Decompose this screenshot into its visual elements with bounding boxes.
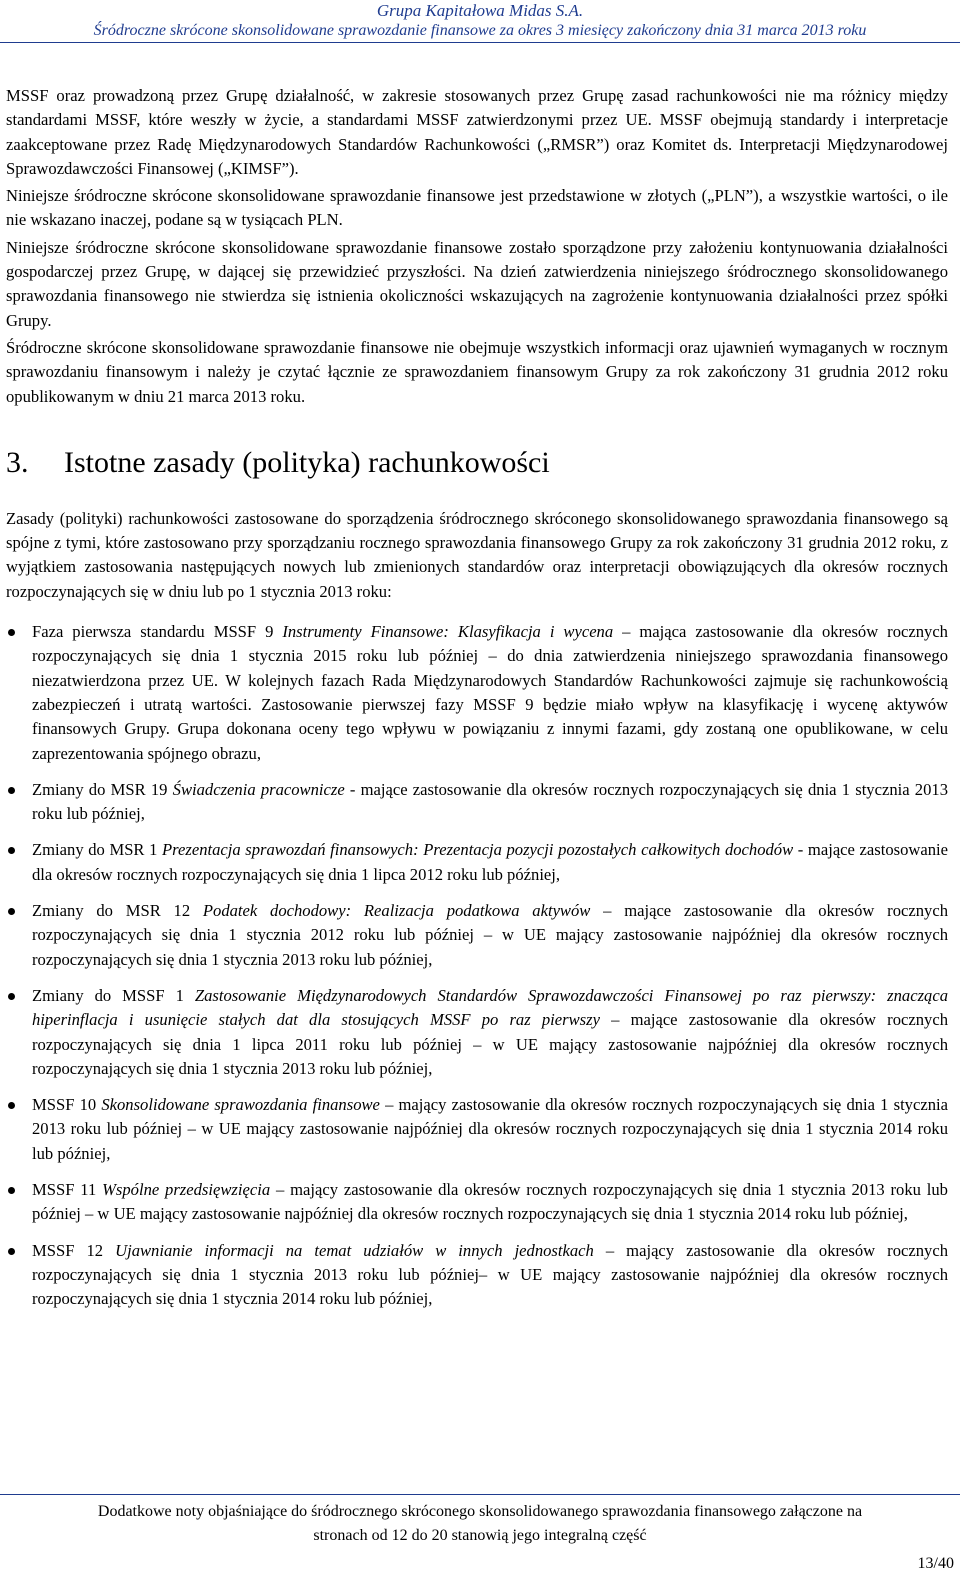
list-item-prefix: MSSF 12 [32,1240,116,1260]
paragraph-currency: Niniejsze śródroczne skrócone skonsolidowane sprawozdanie finansowe jest przedstawione w złotych („PLN”), a wszystkie wartości, o ile nie wskazano inaczej, podane są w tysiącach PLN. [6,186,948,230]
list-item-text: – mający zastosowanie dla okresów rocznych rozpoczynających się dnia 1 stycznia 2013 roku lub później – w UE mający zastosowanie najpóźniej dla okresów rocznych rozpoczynających się dnia 1 stycznia 2014 roku lub później, [32,1095,948,1163]
list-item-standard-title: Wspólne przedsięwzięcia [102,1179,271,1199]
paragraph-going-concern: Niniejsze śródroczne skrócone skonsolidowane sprawozdanie finansowe zostało sporządzone przy założeniu kontynuowania działalności gospodarczej przez Grupę, w dającej się przewidzieć przyszłości. Na dzień zatwierdzenia niniejszego śródrocznego skonsolidowanego sprawozdania finansowego nie stwierdza się istnienia okoliczności wskazujących na zagrożenie kontynuowania działalności przez spółki Grupy. [6,237,948,330]
page-number: 13/40 [917,1555,954,1572]
section-heading [6,445,948,481]
list-item-standard-title: Podatek dochodowy: Realizacja podatkowa aktywów [202,901,591,921]
list-item-prefix: Zmiany do MSR 12 [32,901,203,921]
paragraph-scope-note: Śródroczne skrócone skonsolidowane sprawozdanie finansowe nie obejmuje wszystkich informacji oraz ujawnień wymaganych w rocznym sprawozdaniu finansowym i należy je czytać łącznie ze sprawozdaniem finansowym Grupy za rok zakończony 31 grudnia 2012 roku opublikowanym w dniu 21 marca 2013 roku. [6,337,948,406]
list-item [6,984,948,1081]
list-item [6,1239,948,1312]
list-item-text: – mający zastosowanie dla okresów rocznych rozpoczynających się dnia 1 stycznia 2013 roku lub później– w UE mający zastosowanie najpóźniej dla okresów rocznych rozpoczynających się dnia 1 stycznia 2014 roku lub później, [32,1240,948,1309]
list-item-prefix: Zmiany do MSSF 1 [32,985,195,1005]
list-item-text: – mające zastosowanie dla okresów rocznych rozpoczynających się dnia 1 stycznia 2012 roku lub później – w UE mający zastosowanie najpóźniej dla okresów rocznych rozpoczynających się dnia 1 stycznia 2013 roku lub później, [32,901,948,969]
list-item-standard-title: Instrumenty Finansowe: Klasyfikacja i wycena [282,622,614,642]
list-item-text: – mające zastosowanie dla okresów rocznych rozpoczynających się dnia 1 lipca 2011 roku lub później – w UE mający zastosowanie najpóźniej dla okresów rocznych rozpoczynających się dnia 1 stycznia 2013 roku lub później, [32,1010,948,1078]
list-item [6,620,948,766]
list-item-text: – mający zastosowanie dla okresów rocznych rozpoczynających się dnia 1 stycznia 2013 roku lub później – w UE mający zastosowanie najpóźniej dla okresów rocznych rozpoczynających się dnia 1 stycznia 2014 roku lub później, [32,1179,948,1224]
bullet-icon [8,908,15,915]
page-header [0,0,960,40]
list-item [6,838,948,887]
list-item-text: - mające zastosowanie dla okresów rocznych rozpoczynających się dnia 1 lipca 2012 roku lub później, [32,840,948,884]
section-number: 3. [6,445,29,479]
list-item-prefix: MSSF 10 [32,1095,102,1115]
footer-note-line-1: Dodatkowe noty objaśniające do śródrocznego skróconego skonsolidowanego sprawozdania finansowego załączone na [97,1503,863,1520]
list-item-text: – mająca zastosowanie dla okresów rocznych rozpoczynających się dnia 1 stycznia 2015 roku lub później – do dnia zatwierdzenia niniejszego sprawozdania finansowego niezatwierdzona przez UE. W kolejnych fazach Rada Międzynarodowych Standardów Rachunkowości zajmuje się rachunkowością zabezpieczeń i utratą wartości. Zastosowanie pierwszej fazy MSSF 9 będzie miało wpływ na klasyfikację i wycenę aktywów finansowych Grupy. Grupa dokonana oceny tego wpływu w powiązaniu z innymi fazami, gdy zostaną one opublikowane, w celu zaprezentowania spójnego obrazu, [32,622,948,763]
list-item-prefix: Zmiany do MSR 19 [32,779,173,799]
bullet-icon [8,629,15,636]
list-item [6,1178,948,1227]
bullet-icon [8,1248,15,1255]
list-item-standard-title: Ujawnianie informacji na temat udziałów w innych jednostkach [115,1240,594,1260]
bullet-icon [8,1102,15,1109]
paragraph-mssf-scope: MSSF oraz prowadzoną przez Grupę działalność, w zakresie stosowanych przez Grupę zasad rachunkowości nie ma różnicy między standardami MSSF, które weszły w życie, a standardami MSSF zatwierdzonymi przez UE. MSSF obejmują standardy i interpretacje zaakceptowane przez Radę Międzynarodowych Standardów Rachunkowości („RMSR”) oraz Komitet ds. Interpretacji Międzynarodowej Sprawozdawczości Finansowej („KIMSF”). [6,86,948,178]
document-body [6,84,948,1323]
list-item-standard-title: Zastosowanie Międzynarodowych Standardów Sprawozdawczości Finansowej po raz pierwszy: znacząca hiperinflacja i usunięcie stałych dat dla stosujących MSSF po raz pierwszy [32,985,948,1030]
list-item [6,778,948,827]
list-item-prefix: Zmiany do MSR 1 [32,840,163,860]
bullet-icon [8,787,15,794]
bullet-icon [8,847,15,854]
header-divider [0,42,960,43]
bullet-icon [8,993,15,1000]
list-item-standard-title: Świadczenia pracownicze [172,779,345,799]
list-item-prefix: MSSF 11 [32,1179,103,1199]
section-intro: Zasady (polityki) rachunkowości zastosowane do sporządzenia śródrocznego skróconego skonsolidowanego sprawozdania finansowego są spójne z tymi, które zastosowano przy sporządzaniu rocznego sprawozdania finansowego Grupy za rok zakończony 31 grudnia 2012 roku, z wyjątkiem zastosowania następujących nowych lub zmienionych standardów oraz interpretacji obowiązujących dla okresów rocznych rozpoczynających się w dniu lub po 1 stycznia 2013 roku: [6,508,948,601]
list-item-text: - mające zastosowanie dla okresów rocznych rozpoczynających się dnia 1 stycznia 2013 roku lub później, [32,779,948,824]
page-footer [0,1500,960,1548]
list-item-standard-title: Prezentacja sprawozdań finansowych: Prezentacja pozycji pozostałych całkowitych dochodów [162,840,794,860]
list-item [6,1093,948,1166]
section-title: Istotne zasady (polityka) rachunkowości [64,445,550,479]
header-report-title: Śródroczne skrócone skonsolidowane sprawozdanie finansowe za okres 3 miesięcy zakończony dnia 31 marca 2013 roku [93,22,867,39]
standards-list [6,620,948,1311]
list-item [6,899,948,972]
footer-note-line-2: stronach od 12 do 20 stanowią jego integralną część [313,1527,647,1544]
list-item-standard-title: Skonsolidowane sprawozdania finansowe [101,1095,380,1115]
footer-divider [0,1494,960,1495]
bullet-icon [8,1187,15,1194]
header-company-name: Grupa Kapitałowa Midas S.A. [376,1,584,20]
list-item-prefix: Faza pierwsza standardu MSSF 9 [32,622,283,642]
